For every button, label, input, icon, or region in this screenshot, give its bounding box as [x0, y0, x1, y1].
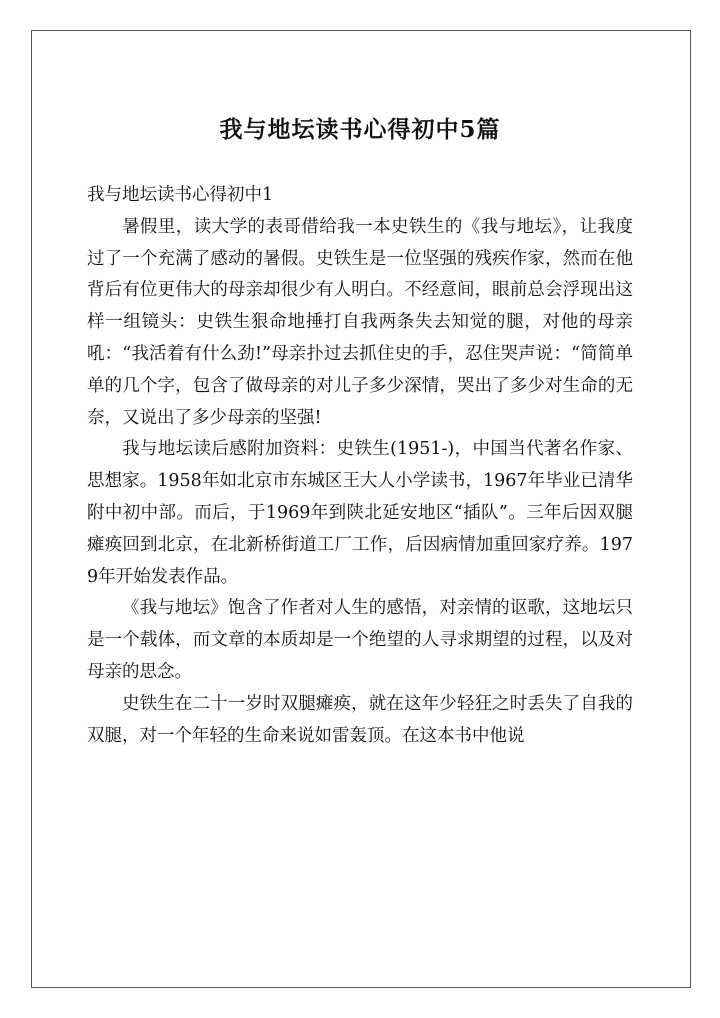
paragraph-2: 我与地坛读后感附加资料：史铁生(1951-)，中国当代著名作家、思想家。1958年如北京市东城区王大人小学读书，1967年毕业已清华附中初中部。而后，于1969年到陕北延安地区“插队”。三年后因双腿瘫痪回到北京，在北新桥街道工厂工作，后因病情加重回家疗养。1979年开始发表作品。 — [87, 439, 633, 587]
paragraph-3: 《我与地坛》饱含了作者对人生的感悟，对亲情的讴歌，这地坛只是一个载体，而文章的本质却是一个绝望的人寻求期望的过程，以及对母亲的思念。 — [87, 598, 633, 682]
section-heading: 我与地坛读书心得初中1 — [87, 185, 274, 205]
document-title: 我与地坛读书心得初中5篇 — [219, 116, 501, 143]
paragraph-1: 暑假里，读大学的表哥借给我一本史铁生的《我与地坛》，让我度过了一个充满了感动的暑假。史铁生是一位坚强的残疾作家，然而在他背后有位更伟大的母亲却很少有人明白。不经意间，眼前总会浮现出这样一组镜头：史铁生狠命地捶打自我两条失去知觉的腿，对他的母亲吼：“我活着有什么劲!”母亲扑过去抓住史的手，忍住哭声说：“简简单单的几个字，包含了做母亲的对儿子多少深情，哭出了多少对生命的无奈，又说出了多少母亲的坚强! — [87, 216, 633, 428]
document-body — [87, 180, 633, 752]
paragraph-4: 史铁生在二十一岁时双腿瘫痪，就在这年少轻狂之时丢失了自我的双腿，对一个年轻的生命来说如雷轰顶。在这本书中他说 — [87, 693, 633, 746]
